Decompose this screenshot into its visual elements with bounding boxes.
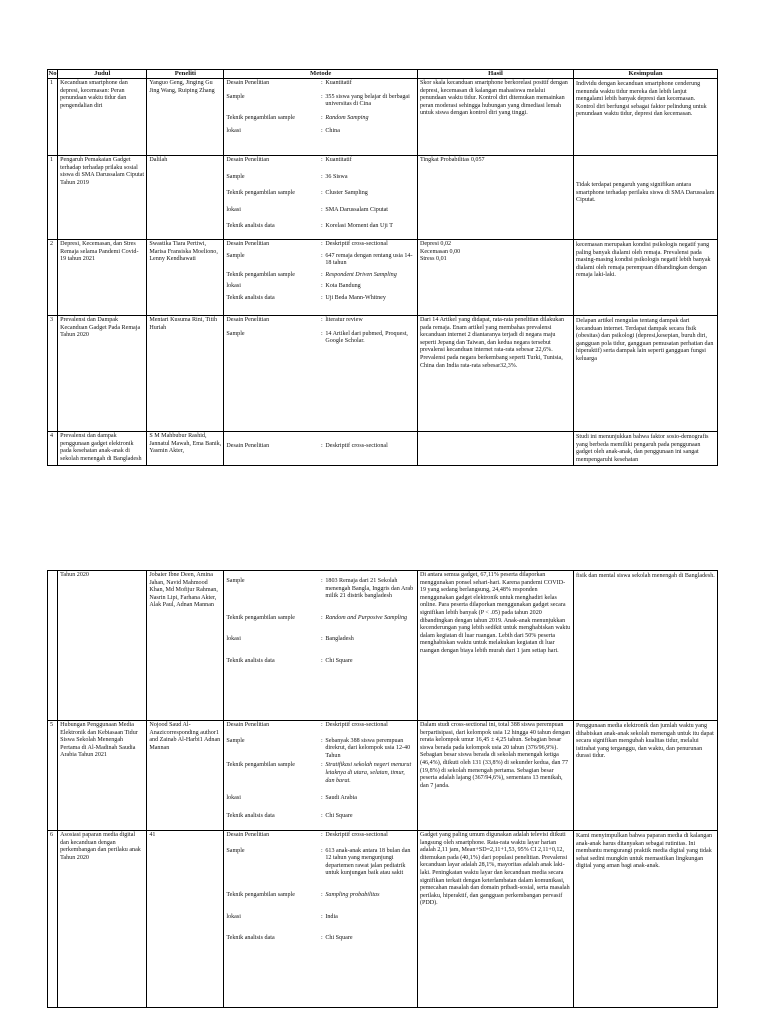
method-key: Desain Penelitian: [226, 241, 270, 247]
cell-kesimpulan: Kami menyimpulkan bahwa paparan media di kalangan anak-anak harus ditanyakan sebagai rutinitas. Ini membantu mengurangi praktik media digital yang tidak sehat sedini mungkin untuk memastikan lingkungan digital yang aman bagi anak-anak.: [574, 831, 718, 1008]
cell-kesimpulan: Delapan artikel mengulas tentang dampak dari kecanduan internet. Terdapat dampak secara fisik (obesitas) dan psikologi (depresi,kesepian, buruh diri, gangguan pola tidur, gangguan pemusatan perhatian dan hiperaktif) serta dampak lain seperti gangguan fungsi keluarga: [574, 316, 718, 432]
method-item: [226, 253, 415, 268]
method-item: [226, 331, 415, 346]
cell-kesimpulan: Tidak terdapat pengaruh yang signifikan antara smartphone terhadap perilaku siswa di SMA Darussalam Ciputat.: [574, 156, 718, 240]
method-item: [226, 443, 415, 451]
method-item: [226, 283, 415, 291]
method-value: Chi Square: [325, 657, 353, 664]
cell-metode: [224, 721, 418, 831]
method-item: [226, 935, 415, 943]
method-colon: :: [320, 443, 323, 449]
method-colon: :: [320, 812, 323, 819]
method-value: 14 Artikel dari pubmed, Proquest, Google Scholar.: [325, 330, 408, 345]
method-key: Sample: [226, 93, 245, 100]
cell-judul: Hubungan Penggunaan Media Elektronik dan Kebiasaan Tidur Siswa Sekolah Menengah Pertama di Al-Madinah Saudia Arabia Tahun 2021: [58, 721, 147, 831]
method-value: India: [325, 913, 338, 920]
method-item: [226, 241, 415, 249]
cell-judul: Asosiasi paparan media digital dan kecanduan dengan perkembangan dan perilaku anak Tahun 2020: [58, 831, 147, 1008]
cell-no: 1: [48, 79, 58, 156]
method-item: [226, 190, 415, 198]
method-colon: :: [320, 294, 323, 301]
method-colon: :: [320, 913, 323, 920]
cell-peneliti: Mentari Kusuma Rini, Titih Huriah: [147, 316, 224, 432]
cell-no: 1: [48, 156, 58, 240]
page-1: [0, 0, 768, 490]
method-key: Teknik analisis data: [226, 812, 275, 819]
col-header-peneliti: Peneliti: [147, 70, 224, 79]
cell-metode: [224, 240, 418, 316]
method-value: Stratifikasi sekolah negeri menurut letaknya di utara, selatan, timur, dan barat.: [325, 762, 412, 784]
method-colon: :: [320, 283, 323, 290]
method-colon: :: [320, 578, 323, 584]
cell-no: 2: [48, 240, 58, 316]
method-key: Teknik analisis data: [226, 935, 275, 942]
cell-kesimpulan: kecemasan merupakan kondisi psikologis negatif yang paling banyak dialami oleh remaja. Prevalensi pada masing-masing kondisi psikologis negatif lebih banyak dialami oleh remaja perempuan dibandingkan dengan remaja laki-laki.: [574, 240, 718, 316]
method-colon: :: [320, 891, 323, 898]
method-colon: :: [320, 935, 323, 942]
cell-hasil: Dalam studi cross-sectional ini, total 388 siswa perempuan berpartisipasi, dari kelompok usia 12 hingga 40 tahun dengan rerata kelompok umur 16,45 ± 4,25 tahun. Sebagian besar siswa berada pada kelompok usia 20 tahun (376/96,9%). Sebagian besar siswa berada di sekolah menengah ketiga (46,4%), diikuti oleh 131 (33,8%) di sekunder kedua, dan 77 (19,8%) di sekolah menengah pertama. Sebagian besar peserta adalah lajang (367/94,6%), sementara 13 menikah, dan 7 janda.: [417, 721, 573, 831]
cell-peneliti: 41: [147, 831, 224, 1008]
method-colon: :: [320, 80, 323, 86]
method-item: [226, 223, 415, 231]
method-colon: :: [320, 832, 323, 838]
method-value: Cluster Sampling: [325, 190, 368, 197]
method-key: lokasi: [226, 206, 241, 213]
method-value: Sebanyak 388 siswa perempuan direkrut, dari kelompok usia 12-40 Tahun: [325, 737, 411, 759]
method-colon: :: [320, 317, 323, 323]
method-key: Sample: [226, 737, 245, 744]
method-value: Bangladesh: [325, 636, 354, 643]
cell-metode: [224, 316, 418, 432]
cell-metode: [224, 571, 418, 721]
cell-judul: Prevalensi dan Dampak Kecanduan Gadget Pada Remaja Tahun 2020: [58, 316, 147, 432]
method-colon: :: [320, 114, 323, 121]
table-row: [48, 316, 718, 432]
method-value: Chi Square: [325, 935, 353, 942]
method-item: [226, 762, 415, 785]
method-key: Sample: [226, 173, 245, 180]
method-key: Teknik pengambilan sample: [226, 891, 295, 898]
method-item: [226, 832, 415, 840]
method-colon: :: [320, 271, 323, 278]
method-colon: :: [320, 614, 323, 621]
method-item: [226, 658, 415, 666]
method-item: [226, 157, 415, 165]
method-key: Teknik pengambilan sample: [226, 114, 295, 121]
cell-hasil: Dari 14 Artikel yang didapat, rata-rata penelitian dilakukan pada remaja. Enam artikel yang membahas prevalensi kecanduan internet 2 diantaranya terjadi di negara maju seperti Jepang dan Taiwan, dan kedua negara tersebut prevalensi kecanduan internet rata-rata sebesar 22,6%. Prevalensi pada negara berkembang seperti Turki, Tunisia, China dan India rata-rata sebesar32,3%.: [417, 316, 573, 432]
method-item: [226, 914, 415, 922]
col-header-metode: Metode: [224, 70, 418, 79]
table-row: [48, 156, 718, 240]
cell-peneliti: S M Mahbubur Rashid, Jannatul Mawah, Ema Banik, Yasmin Akter,: [147, 432, 224, 466]
method-colon: :: [320, 762, 323, 769]
method-key: lokasi: [226, 795, 241, 802]
method-item: [226, 94, 415, 109]
cell-kesimpulan: Penggunaan media elektronik dan jumlah waktu yang dihabiskan anak-anak sekolah menengah untuk itu dapat secara signifikan mengubah kualitas tidur, melalui istirahat yang terganggu, dan waktu, dan penurunan durasi tidur.: [574, 721, 718, 831]
method-key: Sample: [226, 252, 245, 259]
cell-judul: Tahun 2020: [58, 571, 147, 721]
header-row: [48, 70, 718, 79]
method-item: [226, 738, 415, 761]
cell-judul: Pengaruh Pemakaian Gadget terhadap terhadap prilaku sosial siswa di SMA Darussalam Ciputat Tahun 2019: [58, 156, 147, 240]
method-key: Desain Penelitian: [226, 317, 270, 323]
method-item: [226, 115, 415, 123]
method-item: [226, 813, 415, 821]
cell-metode: [224, 156, 418, 240]
method-key: Teknik pengambilan sample: [226, 762, 295, 769]
table-row: [48, 432, 718, 466]
method-item: [226, 128, 415, 136]
method-item: [226, 272, 415, 280]
cell-kesimpulan: Individu dengan kecanduan smartphone cenderung menunda waktu tidur mereka dan lebih lanjut mengalami lebih banyak depresi dan kecemasan. Kontrol diri berfungsi sebagai faktor pelindung untuk penundaan waktu tidur, depresi dan kecemasan.: [574, 79, 718, 156]
method-colon: :: [320, 241, 323, 247]
method-value: 647 remaja dengan rentang usia 14-18 tahun: [325, 252, 413, 267]
method-item: [226, 636, 415, 644]
method-value: Deskriptif cross-sectional: [325, 722, 388, 728]
method-value: Random and Purposive Sampling: [325, 614, 408, 621]
method-value: Chi Square: [325, 812, 353, 819]
method-value: Kuantitatif: [325, 157, 352, 163]
method-colon: :: [320, 93, 323, 100]
method-value: 36 Siswa: [325, 173, 348, 180]
table-body-2: [48, 571, 718, 1008]
method-item: [226, 795, 415, 803]
cell-peneliti: Dalilah: [147, 156, 224, 240]
method-key: Desain Penelitian: [226, 157, 270, 163]
method-value: Respondent Driven Sampling: [325, 271, 397, 278]
method-item: [226, 317, 415, 325]
method-key: Teknik analisis data: [226, 294, 275, 301]
method-item: [226, 174, 415, 182]
method-key: lokasi: [226, 913, 241, 920]
cell-metode: [224, 831, 418, 1008]
method-key: Sample: [226, 847, 245, 854]
method-value: Sampling probabilitas: [325, 891, 380, 898]
method-key: Teknik pengambilan sample: [226, 614, 295, 621]
table-row: [48, 571, 718, 721]
cell-hasil: Gadget yang paling umum digunakan adalah televisi diikuti langsung oleh smartphone. Rata-rata waktu layar harian adalah 2,11 jam, Mean+SD=2,11+1,53, 95% CI 2,11+0,12, ditemukan pada (40,1%) dari populasi penelitian. Prevalensi kecanduan layar adalah 28,1%, mayoritas adalah anak laki-laki. Peningkatan waktu layar dan kecanduan media secara signifikan terkait dengan keterlambatan dalam komunikasi, pemecahan masalah dan domain pribadi-sosial, serta masalah perilaku, hiperaktif, dan gangguan perkembangan pervasif (PDD).: [417, 831, 573, 1008]
cell-hasil: Depresi 0,02 Kecemasan 0,00 Stress 0,01: [417, 240, 573, 316]
cell-judul: Prevalensi dan dampak penggunaan gadget elektronik pada kesehatan anak-anak di sekolah menengah di Bangladesh: [58, 432, 147, 466]
cell-hasil: Tingkat Probabilitas 0,057: [417, 156, 573, 240]
cell-peneliti: Jobaier Ibne Deen, Amina Jahan, Navid Mahmood Khan, Md Mofijur Rahman, Nasrin Lipi, Farhana Akter, Alak Paul, Adnan Mannan: [147, 571, 224, 721]
cell-kesimpulan: fisik dan mental siswa sekolah menengah di Bangladesh.: [574, 571, 718, 721]
method-key: Teknik analisis data: [226, 223, 275, 230]
table-row: [48, 831, 718, 1008]
table-part-1: [47, 69, 718, 466]
method-key: Desain Penelitian: [226, 80, 270, 86]
method-item: [226, 848, 415, 878]
cell-peneliti: Yanguo Geng, Jinging Gu Jing Wang, Ruiping Zhang: [147, 79, 224, 156]
method-colon: :: [320, 636, 323, 643]
method-colon: :: [320, 657, 323, 664]
method-colon: :: [320, 223, 323, 230]
method-key: lokasi: [226, 128, 241, 135]
method-item: [226, 615, 415, 623]
method-value: Saudi Arabia: [325, 795, 357, 802]
cell-judul: Kecanduan smartphone dan depresi, kecemasan: Peran penundaan waktu tidur dan pengendalian diri: [58, 79, 147, 156]
method-value: Uji Beda Mann-Whitney: [325, 294, 386, 301]
method-value: Deskriptif cross-sectional: [325, 443, 388, 449]
method-value: 355 siswa yang belajar di berbagai universitas di Cina: [325, 93, 410, 108]
table-row: [48, 721, 718, 831]
method-item: [226, 80, 415, 88]
page-2: [0, 570, 768, 1024]
cell-no: 5: [48, 721, 58, 831]
cell-metode: [224, 432, 418, 466]
col-header-judul: Judul: [58, 70, 147, 79]
cell-hasil: Skor skala kecanduan smartphone berkorelasi positif dengan depresi, kecemasan di kalangan mahasiswa melalui penundaan waktu tidur. Kontrol diri ditemukan memainkan peran moderasi sehingga hubungan yang dimediasi lemah untuk siswa dengan kontrol diri yang tinggi.: [417, 79, 573, 156]
cell-metode: [224, 79, 418, 156]
method-value: Deskriptif cross-sectional: [325, 832, 388, 838]
table-body-1: [48, 79, 718, 466]
col-header-kesimpulan: Kesimpulan: [574, 70, 718, 79]
method-item: [226, 207, 415, 215]
method-colon: :: [320, 206, 323, 213]
cell-no: [48, 571, 58, 721]
method-key: Teknik analisis data: [226, 657, 275, 664]
cell-judul: Depresi, Kecemasan, dan Stres Remaja selama Pandemi Covid-19 tahun 2021: [58, 240, 147, 316]
method-value: Random Samping: [325, 114, 369, 121]
method-key: Sample: [226, 330, 245, 337]
method-key: lokasi: [226, 283, 241, 290]
cell-kesimpulan: Studi ini menunjukkan bahwa faktor sosio-demografis yang berbeda memiliki pengaruh pada penggunaan gadget oleh anak-anak, dan penggunaan ini sangat mempengaruhi kesehatan: [574, 432, 718, 466]
method-value: Kuantitatif: [325, 80, 352, 86]
method-value: Kota Bandung: [325, 283, 361, 290]
method-key: lokasi: [226, 636, 241, 643]
cell-hasil: [417, 432, 573, 466]
table-part-2: [47, 570, 718, 1008]
cell-peneliti: Nojood Saud Al-Anazicorresponding author1 and Zainab Al-Harbi1 Adnan Mannan: [147, 721, 224, 831]
cell-no: 6: [48, 831, 58, 1008]
method-colon: :: [320, 190, 323, 197]
cell-no: 4: [48, 432, 58, 466]
method-key: Desain Penelitian: [226, 443, 270, 449]
method-colon: :: [320, 795, 323, 802]
cell-peneliti: Swastika Tiara Pertiwi, Marisa Fransiska Moeliono, Lenny Kendhawati: [147, 240, 224, 316]
method-value: 613 anak-anak antara 18 bulan dan 12 tahun yang mengunjungi departemen rawat jalan pediatrik untuk kunjungan baik atau sakit: [325, 847, 411, 877]
method-key: Teknik pengambilan sample: [226, 190, 295, 197]
method-value: Korelasi Moment dan Uji T: [325, 223, 393, 230]
method-value: literatur review: [325, 317, 363, 323]
table-row: [48, 79, 718, 156]
method-colon: :: [320, 173, 323, 180]
method-value: China: [325, 128, 340, 135]
table-row: [48, 240, 718, 316]
method-key: Desain Penelitian: [226, 832, 270, 838]
cell-hasil: Di antara semua gadget, 67,11% peserta dilaporkan menggunakan ponsel sehari-hari. Karena pandemi COVID-19 yang sedang berlangsung, 24,48% responden menggunakan gadget elektronik untuk menghadiri kelas online. Para peserta dilaporkan menggunakan gadget secara signifikan lebih banyak (P < .05) pada tahun 2020 dibandingkan dengan tahun 2019. Anak-anak menunjukkan kecenderungan yang lebih sedikit untuk menghabiskan waktu dalam kegiatan di luar ruangan. Lebih dari 50% peserta menghabiskan waktu untuk melakukan kegiatan di luar ruangan dengan biaya lebih murah dari 1 jam setiap hari.: [417, 571, 573, 721]
col-header-no: No: [48, 70, 57, 77]
method-value: 1803 Remaja dari 21 Sekolah menengah Bangla, Inggris dan Arab milik 21 distrik bangladesh: [325, 578, 414, 600]
method-key: Teknik pengambilan sample: [226, 271, 295, 278]
method-colon: :: [320, 330, 323, 337]
method-colon: :: [320, 157, 323, 163]
method-item: [226, 722, 415, 730]
method-item: [226, 578, 415, 601]
method-colon: :: [320, 737, 323, 744]
method-colon: :: [320, 128, 323, 135]
method-item: [226, 892, 415, 900]
method-value: SMA Darussalam Ciputat: [325, 206, 388, 213]
method-colon: :: [320, 847, 323, 854]
method-colon: :: [320, 252, 323, 259]
col-header-hasil: Hasil: [417, 70, 573, 79]
cell-no: 3: [48, 316, 58, 432]
method-key: Sample: [226, 578, 245, 584]
method-item: [226, 295, 415, 303]
method-colon: :: [320, 722, 323, 728]
method-key: Desain Penelitian: [226, 722, 270, 728]
method-value: Deskriptif cross-sectional: [325, 241, 388, 247]
